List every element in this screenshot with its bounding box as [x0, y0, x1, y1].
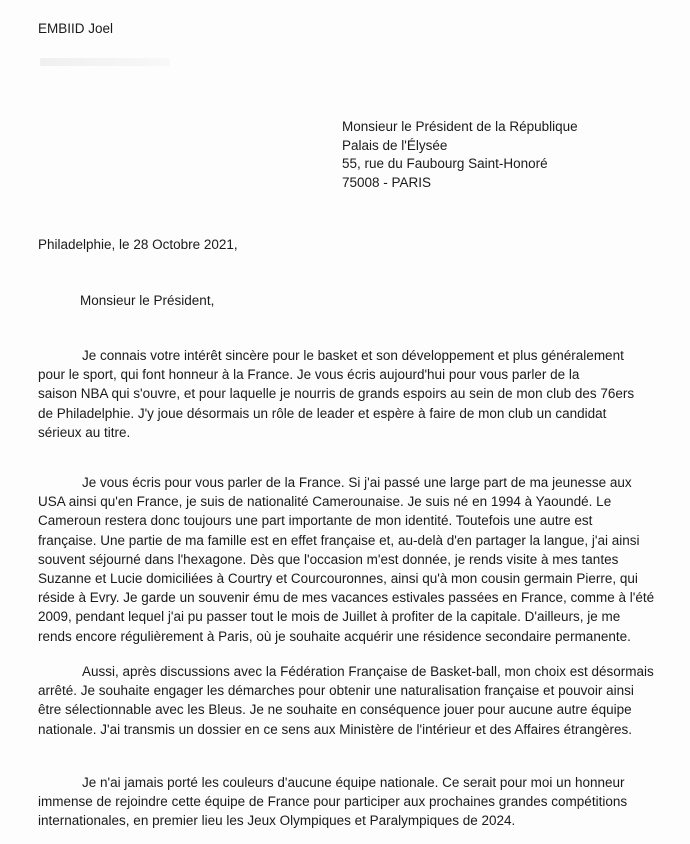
paragraph-line: être sélectionnable avec les Bleus. Je ne souhaite en conséquence jouer pour aucune autre équipe — [38, 702, 632, 718]
paragraph-line: 2009, pendant lequel j'ai pu passer tout le mois de Juillet à profiter de la capitale. D'ailleurs, je me — [38, 609, 621, 625]
recipient-line: 55, rue du Faubourg Saint-Honoré — [342, 156, 548, 171]
paragraph-line: immense de rejoindre cette équipe de France pour participer aux prochaines grandes compétitions — [38, 794, 628, 810]
paragraph-3 — [38, 662, 654, 739]
redacted-address — [40, 58, 170, 66]
paragraph-line: saison NBA qui s'ouvre, et pour laquelle je nourris de grands espoirs au sein de mon club des 76ers — [38, 386, 635, 402]
paragraph-line: Suzanne et Lucie domiciliées à Courtry et Courcouronnes, ainsi qu'à mon cousin germain Pierre, qui — [38, 570, 638, 586]
paragraph-line: nationale. J'ai transmis un dossier en ce sens aux Ministère de l'intérieur et des Affaires étrangères. — [38, 721, 632, 737]
paragraph-line: Je vous écris pour vous parler de la France. Si j'ai passé une large part de ma jeunesse aux — [82, 475, 632, 490]
paragraph-line: internationales, en premier lieu les Jeux Olympiques et Paralympiques de 2024. — [38, 813, 516, 829]
sender-name: EMBIID Joel — [38, 21, 114, 36]
recipient-line: 75008 - PARIS — [342, 174, 432, 190]
paragraph-4 — [38, 773, 628, 831]
paragraph-line: arrêté. Je souhaite engager les démarches pour obtenir une naturalisation française et pouvoir ainsi — [38, 683, 634, 699]
paragraph-1 — [38, 346, 635, 442]
paragraph-line: de Philadelphie. J'y joue désormais un rôle de leader et espère à faire de mon club un candidat — [38, 405, 607, 421]
paragraph-line: pour le sport, qui font honneur à la France. Je vous écris aujourd'hui pour vous parler de la — [38, 367, 580, 383]
paragraph-line: Je n'ai jamais porté les couleurs d'aucune équipe nationale. Ce serait pour moi un honneur — [82, 775, 625, 790]
recipient-line: Monsieur le Président de la République — [342, 119, 578, 134]
paragraph-line: Cameroun restera donc toujours une part importante de mon identité. Toutefois une autre est — [38, 513, 593, 529]
recipient-line: Palais de l'Élysée — [342, 137, 448, 153]
paragraph-line: Je connais votre intérêt sincère pour le basket et son développement et plus généralement — [82, 348, 624, 363]
paragraph-line: réside à Evry. Je garde un souvenir ému de mes vacances estivales passées en France, comme à l'été — [38, 590, 655, 606]
paragraph-line: sérieux au titre. — [38, 424, 131, 440]
paragraph-line: Aussi, après discussions avec la Fédération Française de Basket-ball, mon choix est désormais — [82, 664, 654, 679]
paragraph-line: française. Une partie de ma famille est en effet française et, au-delà d'en partager la langue, j'ai ainsi — [38, 532, 640, 548]
paragraph-2 — [38, 473, 655, 646]
recipient-address — [342, 118, 578, 192]
paragraph-line: souvent séjourné dans l'hexagone. Dès que l'occasion m'est donnée, je rends visite à mes tantes — [38, 551, 619, 567]
place-date: Philadelphie, le 28 Octobre 2021, — [38, 237, 238, 252]
paragraph-line: USA ainsi qu'en France, je suis de nationalité Camerounaise. Je suis né en 1994 à Yaoundé. Le — [38, 494, 612, 510]
salutation: Monsieur le Président, — [80, 293, 215, 308]
paragraph-line: rends encore régulièrement à Paris, où je souhaite acquérir une résidence secondaire permanente. — [38, 628, 631, 644]
